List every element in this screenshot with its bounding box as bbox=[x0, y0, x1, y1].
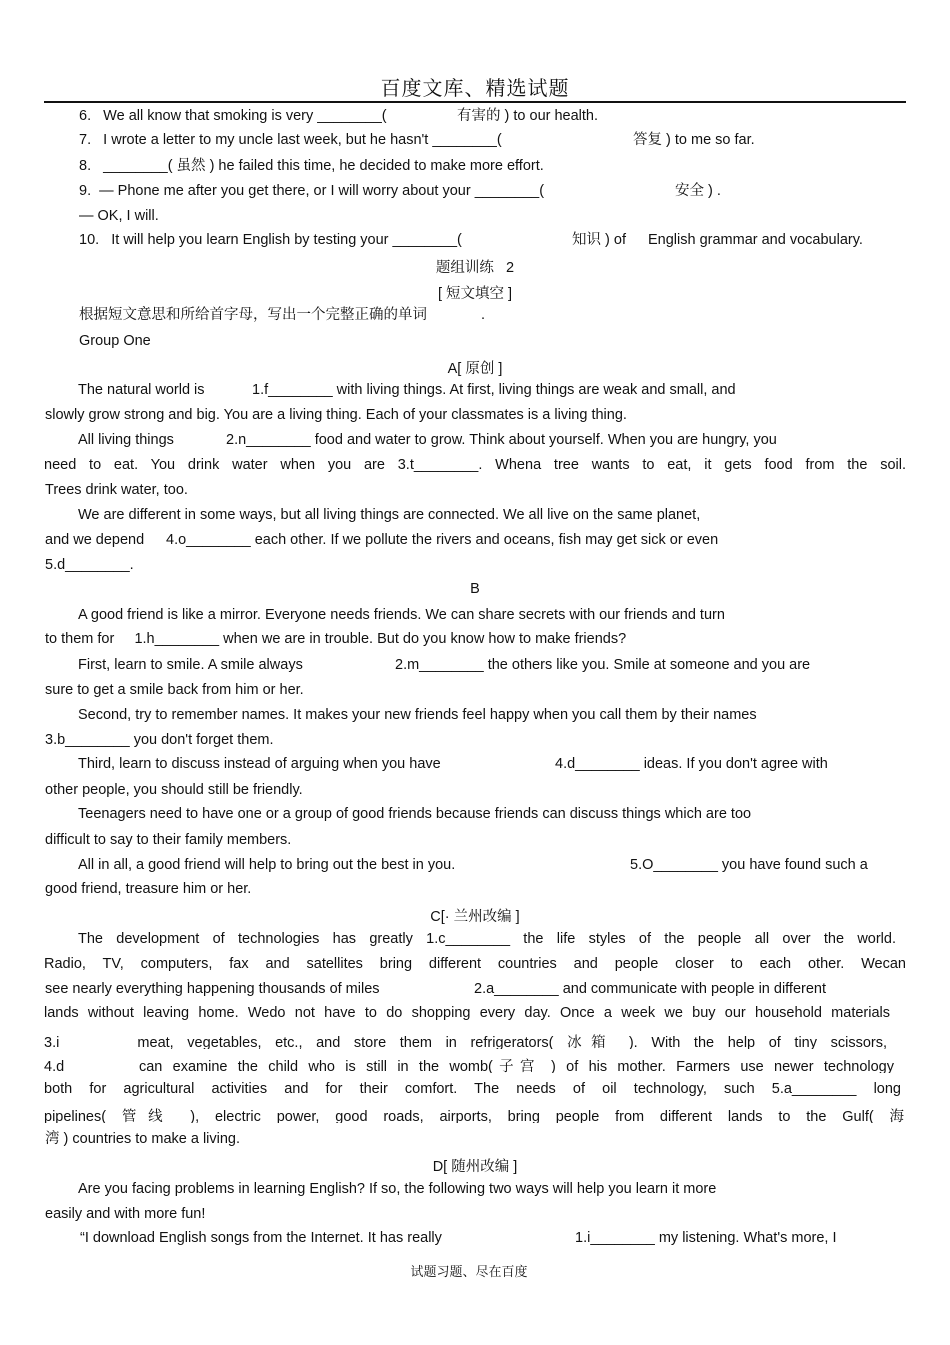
passage-a-line: We are different in some ways, but all living things are connected. We all live on the same planet, bbox=[78, 507, 701, 523]
passage-b-line: Second, try to remember names. It makes your new friends feel happy when you call them by their names bbox=[78, 707, 757, 723]
passage-b-line: Teenagers need to have one or a group of good friends because friends can discuss things which are too bbox=[78, 806, 752, 822]
passage-c-line: lands without leaving home. Wedo not have to do shopping every day. Once a week we buy our household materials bbox=[44, 1005, 890, 1021]
question-10-hint: 知识 ) of bbox=[572, 232, 626, 248]
passage-d-line: Are you facing problems in learning English? If so, the following two ways will help you learn it more bbox=[78, 1181, 717, 1197]
passage-a-line: 1.f________ with living things. At first, living things are weak and small, and bbox=[252, 382, 736, 398]
passage-b-line: to them for 1.h________ when we are in trouble. But do you know how to make friends? bbox=[45, 631, 627, 647]
passage-a-line: 2.n________ food and water to grow. Think about yourself. When you are hungry, you bbox=[226, 432, 777, 448]
question-6-hint: 有害的 ) to our health. bbox=[457, 108, 599, 124]
passage-c-line: pipelines( 管线 ), electric power, good roads, airports, bring people from different lands to the Gulf( 海 bbox=[44, 1109, 904, 1123]
passage-b-line: 4.d________ ideas. If you don't agree with bbox=[555, 756, 828, 772]
passage-b-line: good friend, treasure him or her. bbox=[45, 881, 252, 897]
question-9: 9. — Phone me after you get there, or I will worry about your ________( bbox=[79, 183, 545, 199]
passage-a-line: need to eat. You drink water when you are 3.t________. Whena tree wants to eat, it gets food from the soil. bbox=[44, 457, 906, 473]
passage-c-heading: C[· 兰州改编 ] bbox=[430, 909, 520, 925]
passage-c-line: 4.d________ can examine the child who is still in the womb(子宫 ) of his mother. Farmers use newer technology bbox=[44, 1059, 894, 1073]
question-6: 6. We all know that smoking is very ________( bbox=[79, 108, 387, 124]
section-title: 题组训练 2 bbox=[435, 260, 515, 276]
passage-b-line: 2.m________ the others like you. Smile at someone and you are bbox=[395, 657, 811, 673]
header-rule bbox=[44, 101, 906, 103]
question-9-hint: 安全 ) . bbox=[675, 183, 721, 199]
passage-a-line: 4.o________ each other. If we pollute the rivers and oceans, fish may get sick or even bbox=[166, 532, 719, 548]
passage-d-line: easily and with more fun! bbox=[45, 1206, 206, 1222]
question-10: 10. It will help you learn English by testing your ________( bbox=[79, 232, 462, 248]
passage-b-line: A good friend is like a mirror. Everyone needs friends. We can share secrets with our friends and turn bbox=[78, 607, 725, 623]
passage-b-line: sure to get a smile back from him or her. bbox=[45, 682, 304, 698]
passage-b-line: difficult to say to their family members. bbox=[45, 832, 292, 848]
passage-d-line: “I download English songs from the Internet. It has really bbox=[80, 1230, 442, 1246]
passage-c-line: The development of technologies has greatly 1.c________ the life styles of the people all over the world. bbox=[78, 931, 896, 947]
passage-b-line: 3.b________ you don't forget them. bbox=[45, 732, 274, 748]
passage-c-line: both for agricultural activities and for their comfort. The needs of oil technology, such 5.a________ long bbox=[44, 1081, 901, 1097]
passage-c-line: 2.a________ and communicate with people in different bbox=[474, 981, 827, 997]
passage-c-line: see nearly everything happening thousands of miles bbox=[45, 981, 380, 997]
section-instruction-end: . bbox=[481, 307, 486, 323]
passage-a-line: and we depend bbox=[45, 532, 145, 548]
passage-a-heading: A[ 原创 ] bbox=[447, 361, 503, 377]
question-8: 8. ________( 虽然 ) he failed this time, he decided to make more effort. bbox=[79, 158, 544, 174]
passage-a-line: 5.d________. bbox=[45, 557, 134, 573]
question-9-reply: — OK, I will. bbox=[79, 208, 159, 224]
group-label: Group One bbox=[79, 333, 151, 349]
passage-d-line: 1.i________ my listening. What's more, I bbox=[575, 1230, 837, 1246]
passage-b-line: First, learn to smile. A smile always bbox=[78, 657, 303, 673]
passage-c-line: 湾 ) countries to make a living. bbox=[45, 1131, 241, 1147]
section-subtitle: [ 短文填空 ] bbox=[437, 286, 513, 302]
question-7-hint: 答复 ) to me so far. bbox=[633, 132, 755, 148]
passage-b-line: other people, you should still be friendly. bbox=[45, 782, 303, 798]
passage-b-line: Third, learn to discuss instead of arguing when you have bbox=[78, 756, 441, 772]
passage-b-heading: B bbox=[470, 581, 480, 597]
question-7: 7. I wrote a letter to my uncle last week, but he hasn't ________( bbox=[79, 132, 502, 148]
passage-b-line: 5.O________ you have found such a bbox=[630, 857, 868, 873]
passage-c-line: 3.i________ meat, vegetables, etc., and store them in refrigerators( 冰箱 ). With the help of tiny scissors, bbox=[44, 1035, 887, 1049]
passage-c-line: Radio, TV, computers, fax and satellites bring different countries and people closer to each other. Wecan bbox=[44, 956, 906, 972]
page-footer: 试题习题、尽在百度 bbox=[410, 1265, 528, 1280]
passage-d-heading: D[ 随州改编 ] bbox=[432, 1159, 518, 1175]
section-instruction: 根据短文意思和所给首字母，写出一个完整正确的单词 bbox=[79, 307, 427, 323]
passage-a-line: slowly grow strong and big. You are a living thing. Each of your classmates is a living thing. bbox=[45, 407, 627, 423]
page-header-title: 百度文库、精选试题 bbox=[380, 76, 570, 100]
passage-b-line: All in all, a good friend will help to bring out the best in you. bbox=[78, 857, 456, 873]
passage-a-line: All living things bbox=[78, 432, 174, 448]
passage-a-line: Trees drink water, too. bbox=[45, 482, 188, 498]
passage-a-line: The natural world is bbox=[78, 382, 205, 398]
question-10-tail: English grammar and vocabulary. bbox=[648, 232, 863, 248]
